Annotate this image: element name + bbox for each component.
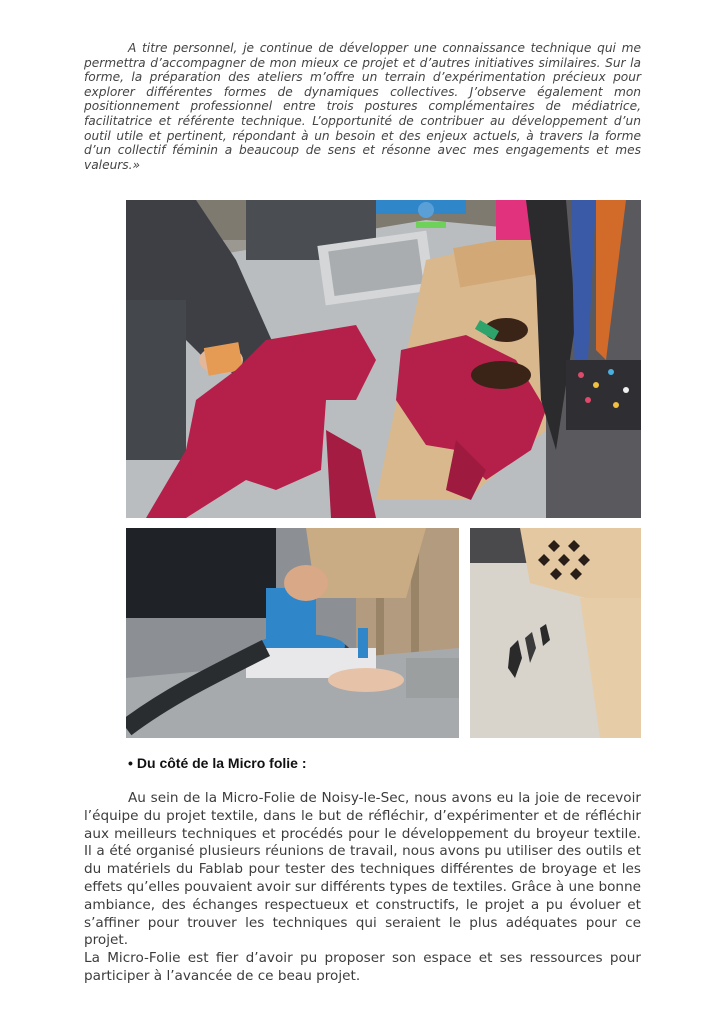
section-heading (128, 755, 307, 771)
body-paragraph-2: La Micro-Folie est fier d’avoir pu proposer son espace et ses ressources pour participer à l’avancée de ce beau projet. (84, 950, 641, 984)
workshop-photo (126, 200, 641, 518)
quote-text: A titre personnel, je continue de développer une connaissance technique qui me permettra d’accompagner de mon mieux ce projet et d’autres initiatives similaires. Sur la forme, la préparation des ateliers m’offre un terrain d’expérimentation précieux pour explorer différentes formes de dynamiques collectives. J’observe également mon positionnement professionnel entre trois postures complémentaires de médiatrice, facilitatrice et référente technique. L’opportunité de contribuer au développement d’un outil utile et pertinent, répondant à un besoin et des enjeux actuels, à travers la forme d’un collectif féminin a beaucoup de sens et résonne avec mes engagements et mes valeurs.» (84, 41, 641, 172)
quote-paragraph (84, 41, 641, 172)
micro-folie-text (84, 790, 641, 986)
section-heading-text: Du côté de la Micro folie : (136, 755, 307, 771)
body-paragraph-1: Au sein de la Micro-Folie de Noisy-le-Sec, nous avons eu la joie de recevoir l’équipe du projet textile, dans le but de réfléchir, d’expérimenter et de réfléchir aux meilleurs techniques et procédés pour le développement du broyeur textile. Il a été organisé plusieurs réunions de travail, nous avons pu utiliser des outils et du matériels du Fablab pour tester des techniques différentes de broyage et les effets qu’elles pouvaient avoir sur différents types de textiles. Grâce à une bonne ambiance, des échanges respectueux et constructifs, le projet a pu évoluer et s’affiner pour trouver les techniques qui seraient le plus adéquates pour ce projet. (84, 790, 641, 949)
sander-photo (126, 528, 459, 738)
wood-block-photo (470, 528, 641, 738)
bullet-point: • (128, 755, 133, 771)
